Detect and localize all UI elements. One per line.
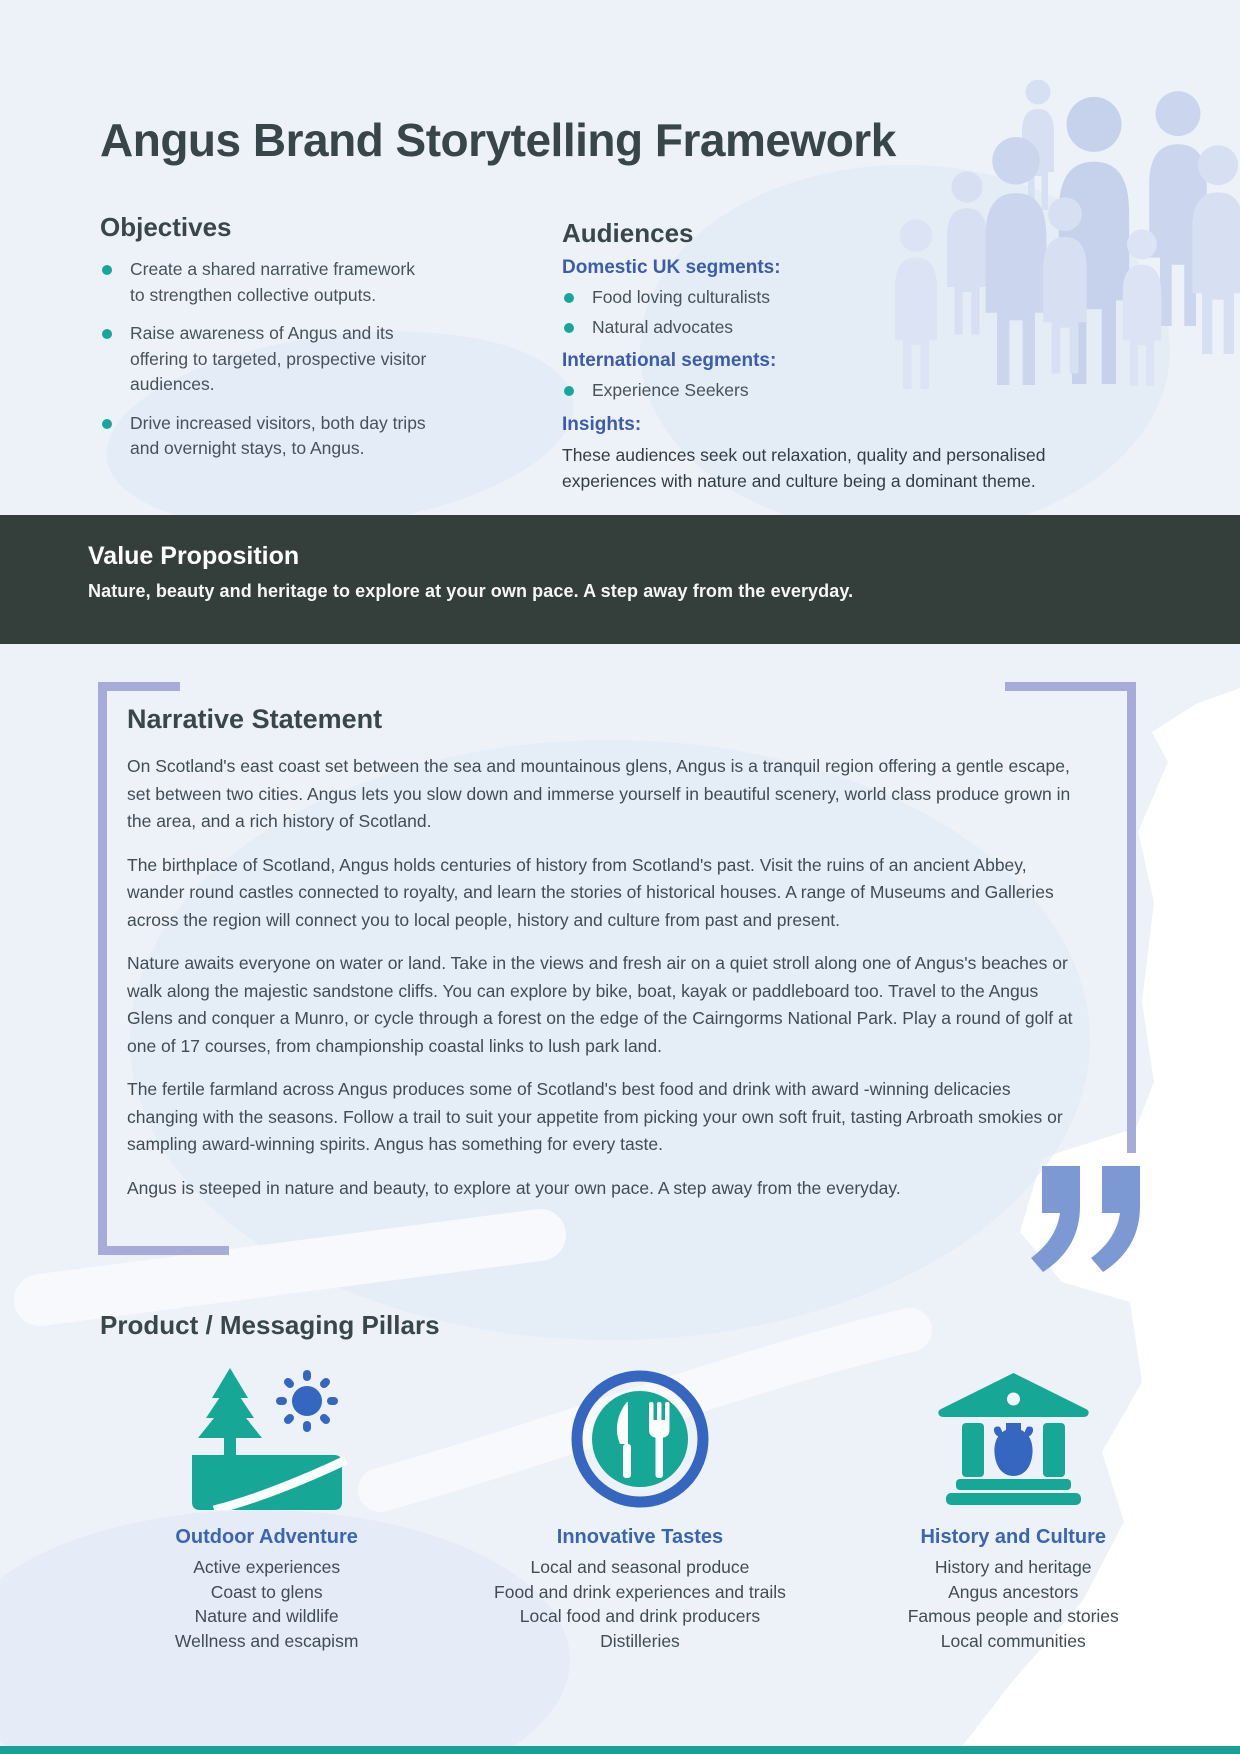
frame-top-left-corner <box>98 682 180 691</box>
narrative-heading: Narrative Statement <box>127 704 383 734</box>
page-title: Angus Brand Storytelling Framework <box>100 113 896 166</box>
narrative-paragraph: The birthplace of Scotland, Angus holds centuries of history from Scotland's past. Visit the ruins of an ancient Abbey, wander round castles connected to royalty, and learn the stories of historical houses. A range of Museums and Galleries across the region will connect you to local people, history and culture from past and present. <box>127 854 1054 930</box>
pillars-heading: Product / Messaging Pillars <box>100 1310 440 1340</box>
narrative-statement-section <box>98 682 1136 1255</box>
pillar-line: Local communities <box>940 1630 1086 1651</box>
pillar-line: Local food and drink producers <box>519 1606 761 1627</box>
domestic-segments-list <box>562 285 1137 340</box>
pillar-line: Famous people and stories <box>907 1606 1119 1627</box>
tree-sun-landscape-icon <box>184 1368 349 1510</box>
pillar-line: Distilleries <box>600 1630 680 1651</box>
narrative-paragraph: The fertile farmland across Angus produces some of Scotland's best food and drink with award -winning delicacies changing with the seasons. Follow a trail to suit your appetite from picking your own soft fruit, tasting Arbroath smokies or sampling award-winning spirits. Angus has something for every taste. <box>127 1079 1063 1154</box>
frame-left-border <box>98 682 107 1255</box>
pillar-line: Coast to glens <box>210 1581 323 1602</box>
narrative-paragraph: Angus is steeped in nature and beauty, to explore at your own pace. A step away from the everyday. <box>127 1177 901 1198</box>
list-item: Experience Seekers <box>562 378 1137 404</box>
pillar-line: History and heritage <box>934 1557 1092 1577</box>
narrative-paragraph: Nature awaits everyone on water or land. Take in the views and fresh air on a quiet stroll along one of Angus's beaches or walk along the majestic sandstone cliffs. You can explore by bike, boat, kayak or paddleboard too. Travel to the Angus Glens and conquer a Munro, or cycle through a forest on the edge of the Cairngorms National Park. Play a round of golf at one of 17 courses, from championship coastal links to lush park land. <box>127 953 1073 1056</box>
domestic-segments-label: Domestic UK segments: <box>562 257 781 278</box>
pillar-title: History and Culture <box>920 1526 1107 1548</box>
value-proposition-heading: Value Proposition <box>88 542 300 570</box>
pillar-title: Outdoor Adventure <box>175 1526 358 1548</box>
list-item: Natural advocates <box>562 315 1137 341</box>
pillar-title: Innovative Tastes <box>556 1526 724 1548</box>
pillar-line: Active experiences <box>193 1557 341 1577</box>
international-segments-label: International segments: <box>562 350 777 371</box>
insights-label: Insights: <box>562 413 642 435</box>
international-segments-list <box>562 378 1137 404</box>
frame-top-right-corner <box>1005 682 1136 691</box>
pillar-innovative-tastes <box>453 1368 826 1653</box>
audiences-heading: Audiences <box>562 218 694 248</box>
bottom-accent-bar <box>0 1746 1240 1754</box>
value-proposition-banner <box>0 515 1240 644</box>
value-proposition-text: Nature, beauty and heritage to explore at your own pace. A step away from the everyday. <box>88 581 854 601</box>
list-item: Create a shared narrative framework to strengthen collective outputs. <box>100 257 430 308</box>
list-item: Drive increased visitors, both day trips and overnight stays, to Angus. <box>100 411 430 462</box>
frame-right-border <box>1127 682 1136 1153</box>
frame-bottom-left-corner <box>98 1246 229 1255</box>
pillar-line: Wellness and escapism <box>174 1630 359 1651</box>
pillar-line: Angus ancestors <box>948 1581 1079 1602</box>
list-item: Food loving culturalists <box>562 285 1137 311</box>
pillar-history-and-culture <box>827 1368 1200 1653</box>
list-item: Raise awareness of Angus and its offering to targeted, prospective visitor audiences. <box>100 321 430 398</box>
pillar-line: Food and drink experiences and trails <box>494 1581 786 1602</box>
pillar-line: Local and seasonal produce <box>530 1557 750 1577</box>
narrative-paragraph: On Scotland's east coast set between the sea and mountainous glens, Angus is a tranquil region offering a gentle escape, set between two cities. Angus lets you slow down and immerse yourself in beautiful scenery, world class produce grown in the area, and a rich history of Scotland. <box>127 756 1071 831</box>
objectives-heading: Objectives <box>100 212 232 242</box>
pillars-row <box>80 1368 1200 1653</box>
audiences-section <box>562 218 1137 494</box>
closing-quote-icon <box>1030 1166 1142 1272</box>
objectives-section <box>100 212 430 475</box>
insights-text: These audiences seek out relaxation, quality and personalised experiences with nature and culture being a dominant theme. <box>562 444 1046 491</box>
objectives-list <box>100 257 430 462</box>
museum-icon <box>936 1373 1091 1505</box>
pillar-outdoor-adventure <box>80 1368 453 1653</box>
cutlery-plate-icon <box>571 1370 709 1508</box>
pillar-line: Nature and wildlife <box>194 1606 339 1627</box>
